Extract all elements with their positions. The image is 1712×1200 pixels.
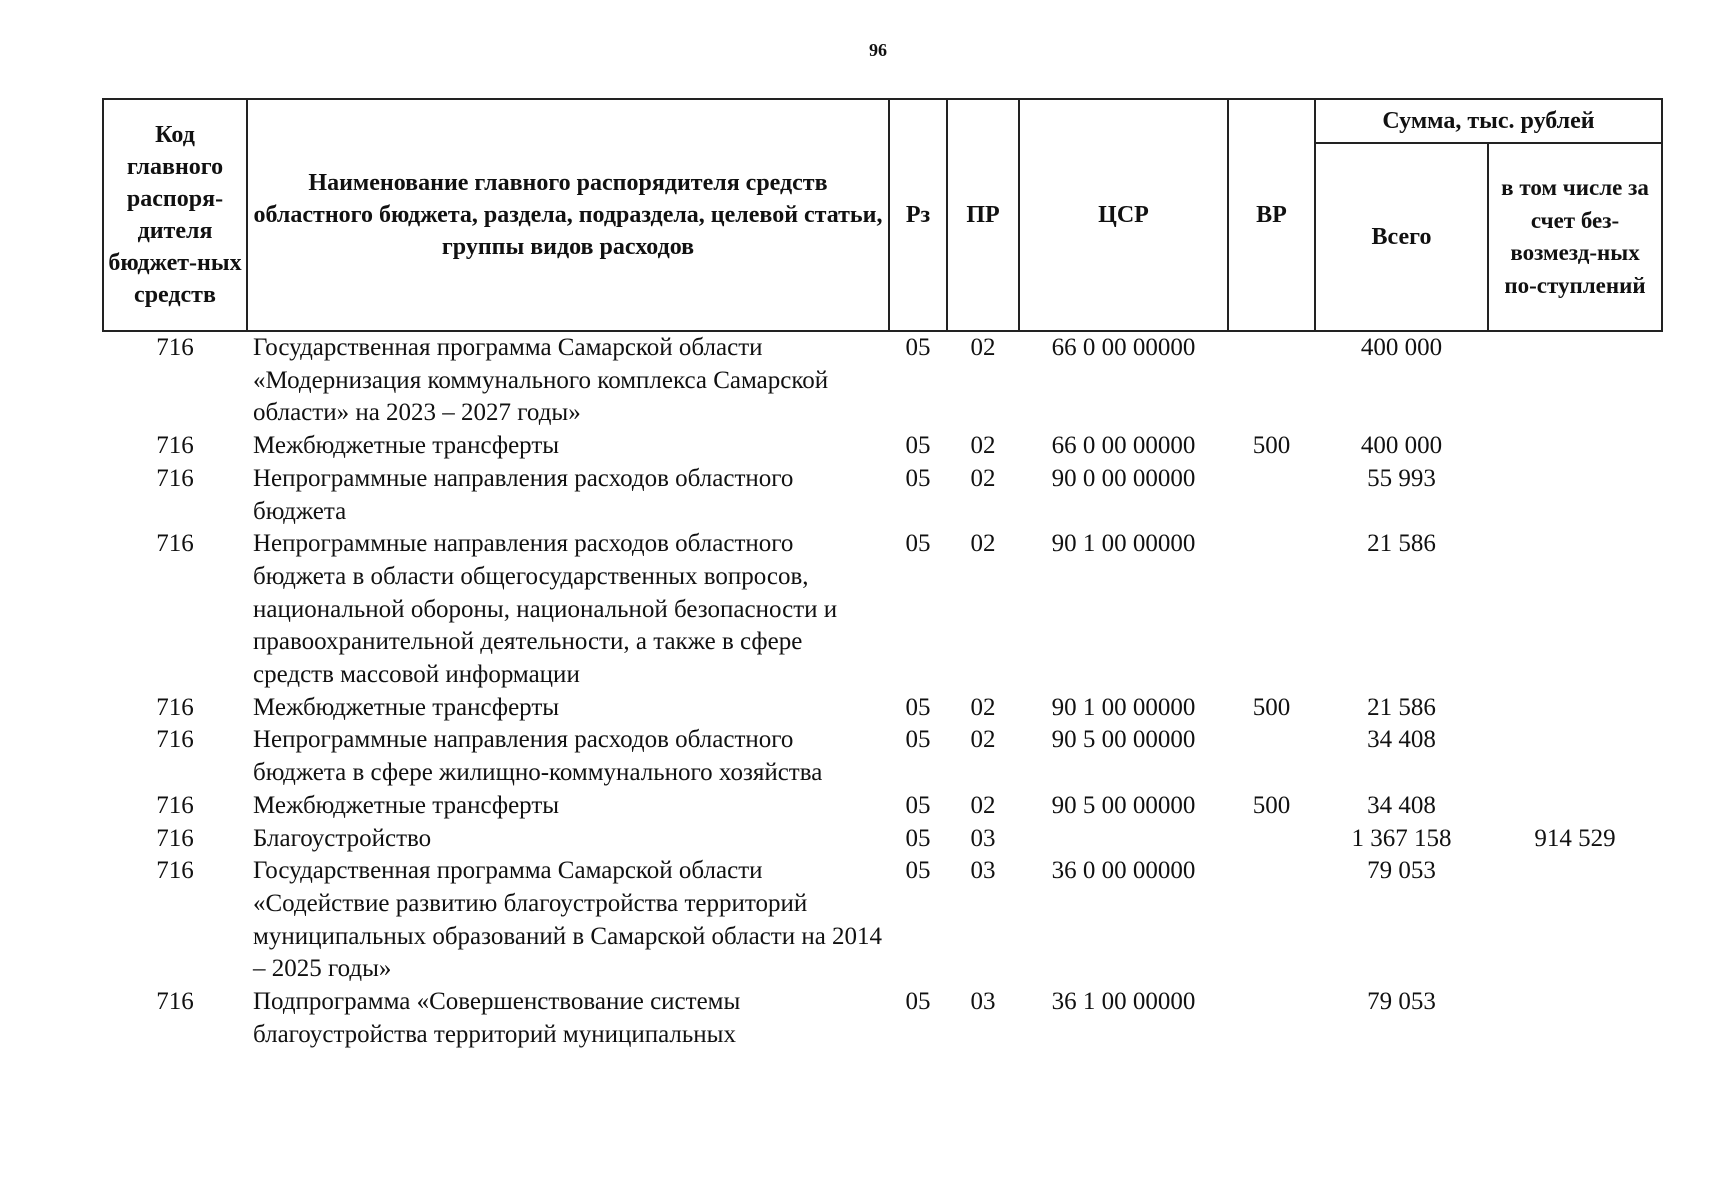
- table-row: [103, 790, 1662, 823]
- table-header: [103, 99, 1662, 331]
- cell-free: 914 529: [1534, 824, 1616, 852]
- cell-pr: 02: [970, 334, 996, 361]
- table-row: [103, 692, 1662, 725]
- cell-code: 716: [156, 334, 194, 361]
- cell-name: Государственная программа Самарской области «Модернизация коммунального комплекса Самарской области» на 2023 – 2027 годы»: [253, 334, 829, 427]
- cell-name: Благоустройство: [253, 824, 432, 852]
- cell-name: Непрограммные направления расходов областного бюджета в сфере жилищно-коммунального хозяйства: [253, 726, 823, 787]
- cell-rz: 05: [905, 464, 931, 492]
- cell-vr: [1228, 724, 1315, 789]
- cell-free: [1488, 692, 1662, 725]
- cell-pr: 02: [970, 693, 996, 721]
- cell-rz: 05: [905, 824, 931, 852]
- cell-vr: [1228, 528, 1315, 692]
- cell-total: 55 993: [1367, 464, 1436, 492]
- cell-rz: 05: [905, 791, 931, 819]
- cell-total: 21 586: [1367, 530, 1436, 558]
- table-row: [103, 430, 1662, 463]
- cell-vr: 500: [1252, 791, 1291, 819]
- cell-csr: 36 1 00 00000: [1051, 988, 1196, 1016]
- cell-free: [1488, 430, 1662, 463]
- cell-pr: 02: [970, 726, 996, 754]
- cell-code: 716: [156, 857, 194, 885]
- cell-csr: 66 0 00 00000: [1051, 432, 1196, 460]
- cell-pr: 02: [970, 791, 996, 819]
- page-number: 96: [869, 40, 887, 60]
- cell-free: [1488, 724, 1662, 789]
- table-row: [103, 986, 1662, 1051]
- cell-rz: 05: [905, 988, 931, 1016]
- header-free: в том числе за счет без-возмезд-ных по-ступлений: [1488, 143, 1662, 331]
- header-name: Наименование главного распорядителя средств областного бюджета, раздела, подраздела, целевой статьи, группы видов расходов: [247, 99, 889, 331]
- cell-name: Государственная программа Самарской области «Содействие развитию благоустройства территорий муниципальных образований в Самарской области на 2014 – 2025 годы»: [253, 857, 883, 983]
- cell-free: [1488, 331, 1662, 430]
- cell-code: 716: [156, 530, 194, 558]
- cell-rz: 05: [905, 693, 931, 721]
- cell-total: 21 586: [1367, 693, 1436, 721]
- cell-rz: 05: [905, 857, 931, 885]
- cell-name: Межбюджетные трансферты: [253, 693, 560, 721]
- cell-total: 1 367 158: [1351, 824, 1452, 852]
- cell-pr: 03: [970, 824, 996, 852]
- header-total: Всего: [1315, 143, 1488, 331]
- cell-total: 34 408: [1367, 791, 1436, 819]
- cell-code: 716: [156, 791, 194, 819]
- cell-code: 716: [156, 464, 194, 492]
- cell-pr: 03: [970, 988, 996, 1016]
- cell-rz: 05: [905, 334, 931, 361]
- cell-total: 79 053: [1367, 857, 1436, 885]
- cell-vr: [1228, 463, 1315, 528]
- cell-free: [1488, 855, 1662, 986]
- cell-csr: 90 1 00 00000: [1051, 530, 1196, 558]
- budget-table: [102, 98, 1663, 1051]
- cell-vr: [1228, 855, 1315, 986]
- cell-vr: 500: [1252, 432, 1291, 460]
- cell-name: Непрограммные направления расходов областного бюджета: [253, 464, 794, 525]
- cell-total: 79 053: [1367, 988, 1436, 1016]
- header-code: Код главного распоря-дителя бюджет-ных средств: [103, 99, 247, 331]
- cell-name: Межбюджетные трансферты: [253, 432, 560, 460]
- cell-csr: 90 1 00 00000: [1051, 693, 1196, 721]
- cell-total: 34 408: [1367, 726, 1436, 754]
- cell-pr: 02: [970, 432, 996, 460]
- header-rz: Рз: [889, 99, 947, 331]
- cell-code: 716: [156, 432, 194, 460]
- cell-csr: [1019, 823, 1228, 856]
- cell-total: 400 000: [1360, 334, 1443, 361]
- table-row: [103, 463, 1662, 528]
- cell-pr: 02: [970, 464, 996, 492]
- cell-code: 716: [156, 693, 194, 721]
- header-pr: ПР: [947, 99, 1019, 331]
- cell-free: [1488, 986, 1662, 1051]
- table-row: [103, 823, 1662, 856]
- cell-rz: 05: [905, 432, 931, 460]
- cell-rz: 05: [905, 726, 931, 754]
- cell-code: 716: [156, 988, 194, 1016]
- table-row: [103, 331, 1662, 430]
- cell-free: [1488, 790, 1662, 823]
- cell-free: [1488, 463, 1662, 528]
- cell-csr: 66 0 00 00000: [1051, 334, 1196, 361]
- cell-vr: [1228, 331, 1315, 430]
- cell-csr: 36 0 00 00000: [1051, 857, 1196, 885]
- cell-csr: 90 5 00 00000: [1051, 791, 1196, 819]
- cell-csr: 90 0 00 00000: [1051, 464, 1196, 492]
- cell-total: 400 000: [1360, 432, 1443, 460]
- cell-name: Подпрограмма «Совершенствование системы благоустройства территорий муниципальных: [253, 988, 741, 1048]
- table-row: [103, 724, 1662, 789]
- header-vr: ВР: [1228, 99, 1315, 331]
- cell-vr: [1228, 986, 1315, 1051]
- cell-name: Межбюджетные трансферты: [253, 791, 560, 819]
- cell-code: 716: [156, 824, 194, 852]
- cell-pr: 03: [970, 857, 996, 885]
- header-csr: ЦСР: [1019, 99, 1228, 331]
- cell-name: Непрограммные направления расходов областного бюджета в области общегосударственных вопросов, национальной обороны, национальной безопасности и правоохранительной деятельности, а также в сфере средств массовой информации: [253, 530, 838, 689]
- cell-vr: [1228, 823, 1315, 856]
- cell-code: 716: [156, 726, 194, 754]
- cell-rz: 05: [905, 530, 931, 558]
- header-sum: Сумма, тыс. рублей: [1315, 99, 1662, 143]
- cell-vr: 500: [1252, 693, 1291, 721]
- cell-pr: 02: [970, 530, 996, 558]
- table-row: [103, 528, 1662, 692]
- table-row: [103, 855, 1662, 986]
- cell-csr: 90 5 00 00000: [1051, 726, 1196, 754]
- cell-free: [1488, 528, 1662, 692]
